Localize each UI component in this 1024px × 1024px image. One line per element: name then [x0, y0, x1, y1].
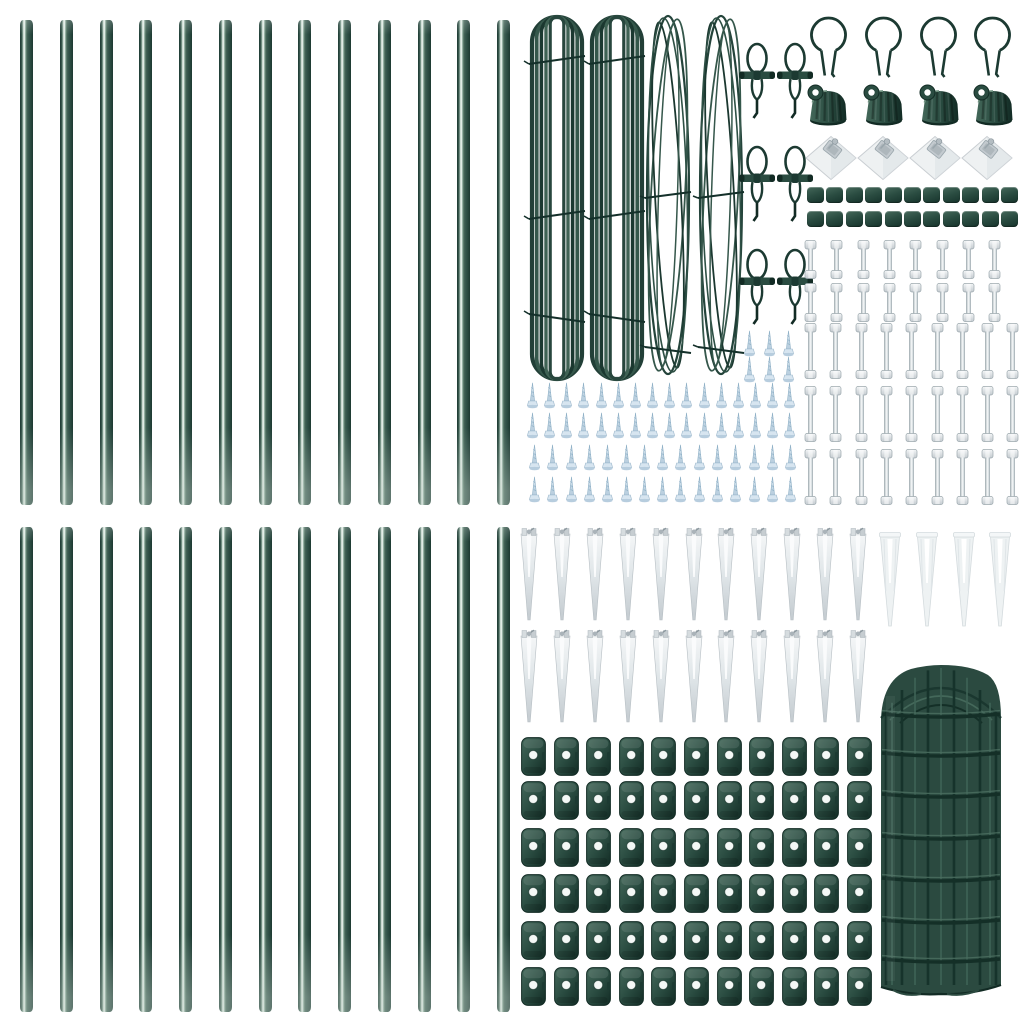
wire-mesh-roll [875, 656, 1007, 996]
